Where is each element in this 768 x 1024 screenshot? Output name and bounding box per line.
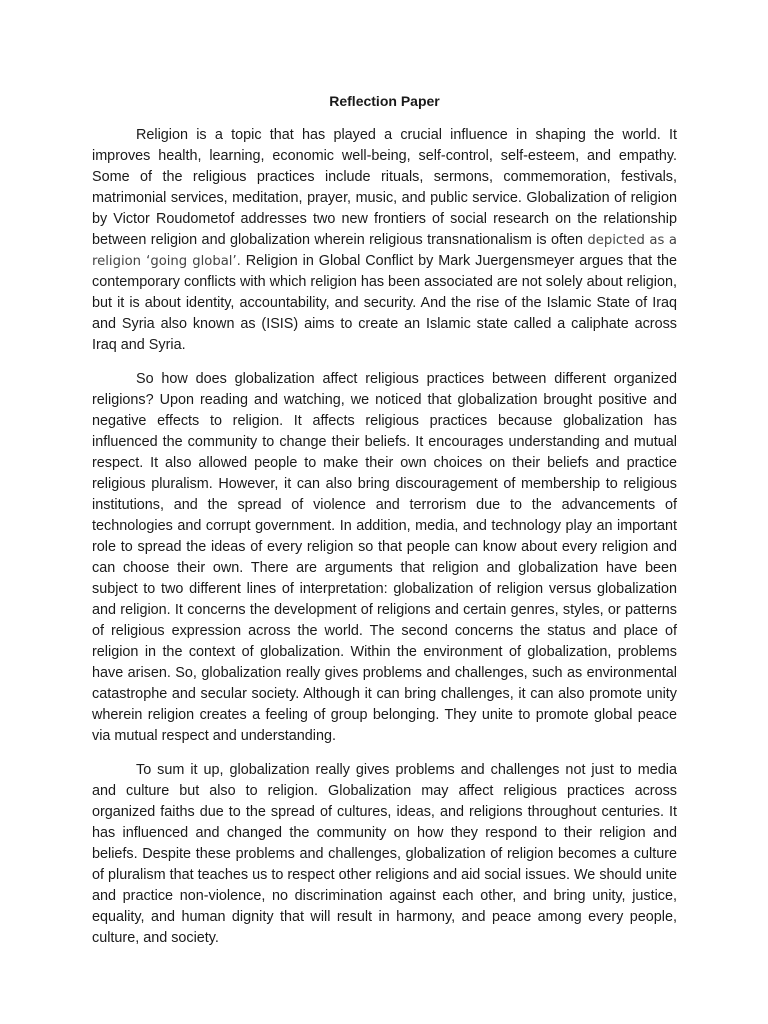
paragraph-1-quoted-phrase: depicted as a religion ‘going global’. (92, 233, 678, 269)
paragraph-1 (92, 125, 677, 356)
paragraph-1-text-a: Religion is a topic that has played a crucial influence in shaping the world. It improves health, learning, economic well-being, self-control, self-esteem, and empathy. Some of the religious practices include rituals, sermons, commemoration, festivals, matrimonial services, meditation, prayer, music, and public service. Globalization of religion by Victor Roudometof addresses two new frontiers of social research on the relationship between religion and globalization wherein religious transnationalism is often (92, 127, 677, 248)
paragraph-2: So how does globalization affect religious practices between different organized religions? Upon reading and watching, we noticed that globalization brought positive and negative effects to religion. It affects religious practices because globalization has influenced the community to change their beliefs. It encourages understanding and mutual respect. It also allowed people to make their own choices on their beliefs and practice religious pluralism. However, it can also bring discouragement of membership to religious institutions, and the spread of violence and terrorism due to the advancements of technologies and corrupt government. In addition, media, and technology play an important role to spread the ideas of every religion so that people can know about every religion and can choose their own. There are arguments that religion and globalization have been subject to two different lines of interpretation: globalization of religion versus globalization and religion. It concerns the development of religions and certain genres, styles, or patterns of religious expression across the world. The second concerns the status and place of religion in the context of globalization. Within the environment of globalization, problems have arisen. So, globalization really gives problems and challenges, such as environmental catastrophe and secular society. Although it can bring challenges, it can also promote unity wherein religion creates a feeling of group belonging. They unite to promote global peace via mutual respect and understanding. (92, 371, 677, 744)
paragraph-3: To sum it up, globalization really gives problems and challenges not just to media and culture but also to religion. Globalization may affect religious practices across organized faiths due to the spread of cultures, ideas, and religions throughout centuries. It has influenced and changed the community on how they respond to their religion and beliefs. Despite these problems and challenges, globalization of religion becomes a culture of pluralism that teaches us to respect other religions and aid social issues. We should unite and practice non-violence, no discrimination against each other, and bring unity, justice, equality, and human dignity that will result in harmony, and peace among every people, culture, and society. (92, 762, 677, 946)
paragraph-1-text-b: Religion in Global Conflict by Mark Juergensmeyer argues that the contemporary conflicts with which religion has been associated are not solely about religion, but it is about identity, accountability, and security. And the rise of the Islamic State of Iraq and Syria also known as (ISIS) aims to create an Islamic state called a caliphate across Iraq and Syria. (92, 253, 678, 353)
page-title: Reflection Paper (329, 93, 440, 109)
